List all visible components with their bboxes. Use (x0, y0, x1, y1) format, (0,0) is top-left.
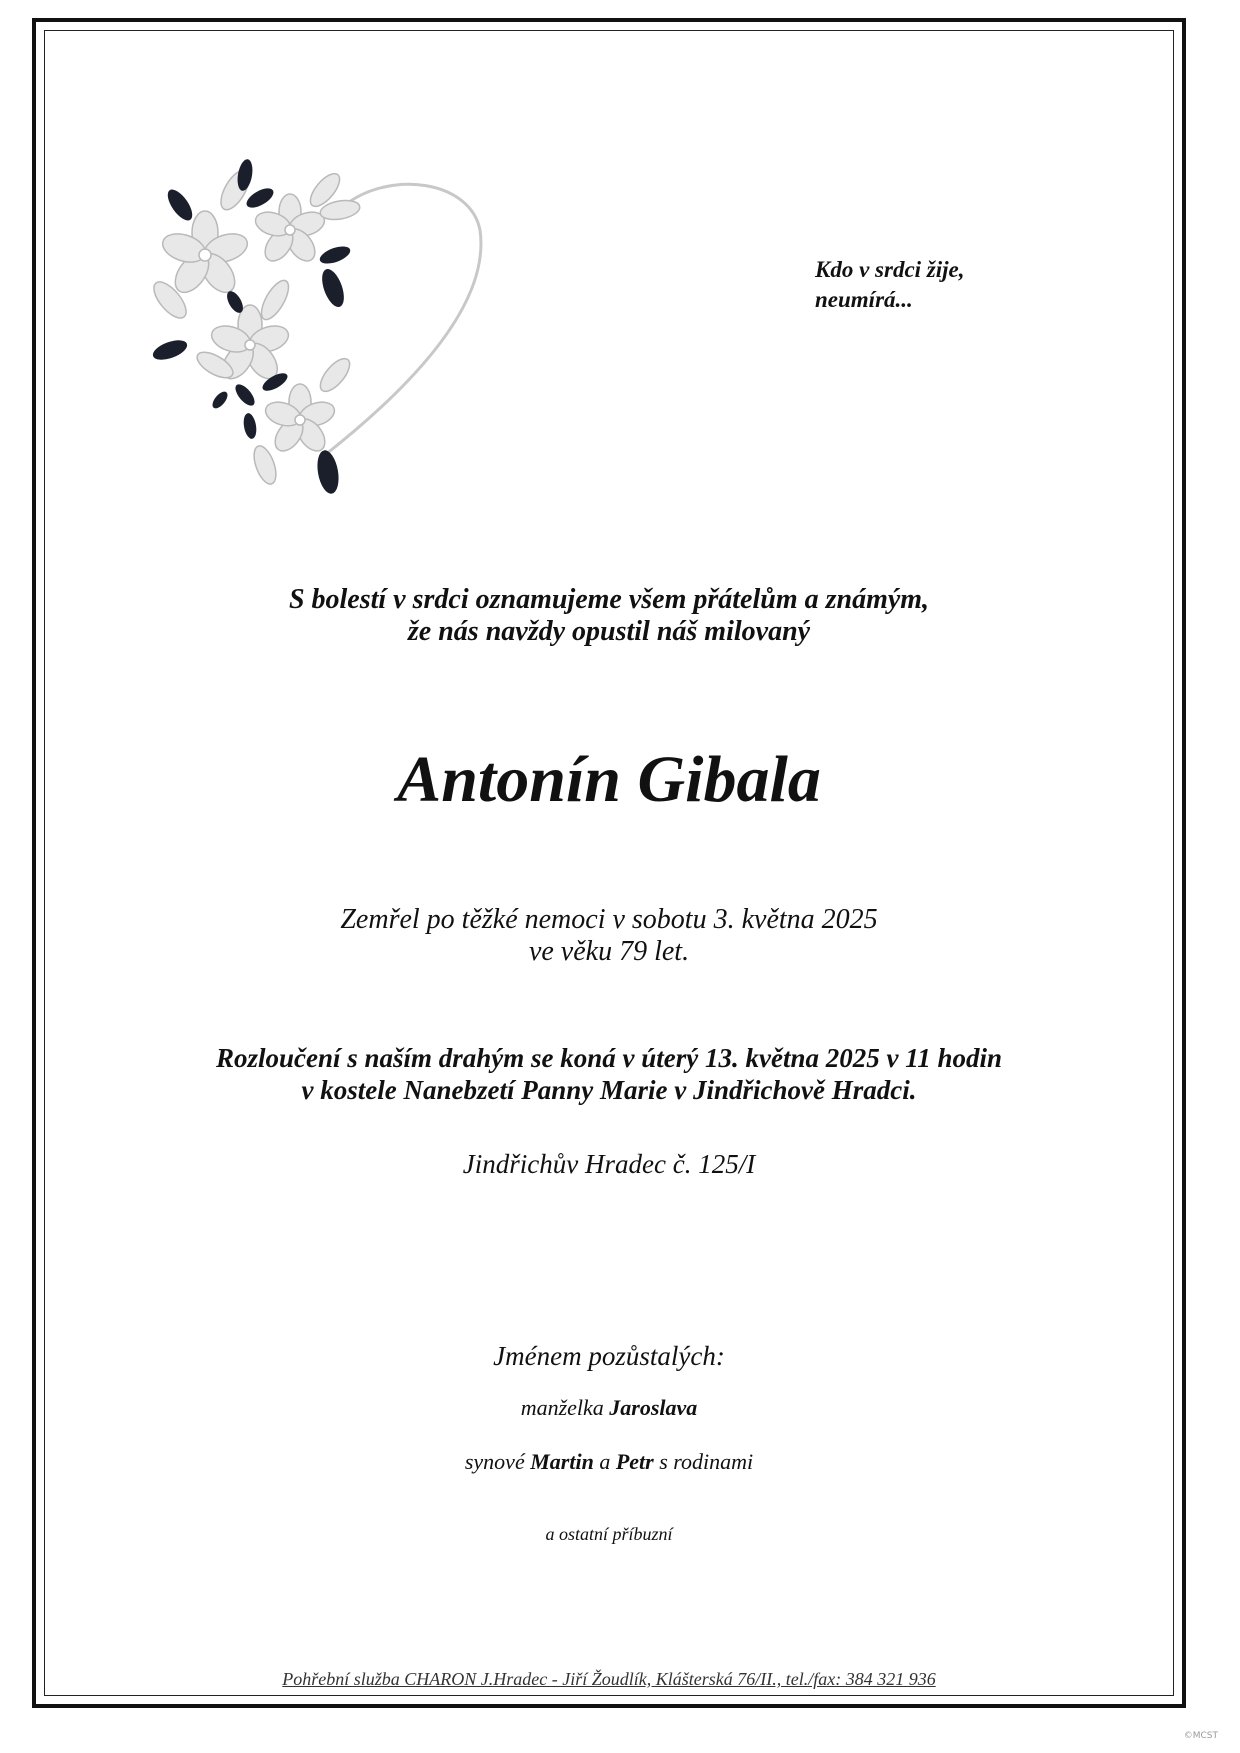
sons-suffix: s rodinami (659, 1449, 754, 1474)
floral-heart-ornament (140, 150, 500, 510)
other-relatives: a ostatní příbuzní (545, 1524, 673, 1544)
announcement-intro (44, 584, 1174, 648)
motto-line-1: Kdo v srdci žije, (815, 257, 965, 282)
wife-name: Jaroslava (609, 1395, 698, 1420)
sons-conjunction: a (599, 1449, 611, 1474)
death-notice (44, 904, 1174, 968)
farewell-line-2: v kostele Nanebzetí Panny Marie v Jindřichově Hradci. (301, 1075, 917, 1105)
deceased-name: Antonín Gibala (397, 743, 821, 816)
mourners-heading: Jménem pozůstalých: (493, 1341, 725, 1371)
death-notice-line-2: ve věku 79 let. (528, 936, 690, 967)
intro-line-2: že nás navždy opustil náš milovaný (407, 616, 811, 647)
motto-quote (815, 255, 1035, 315)
death-notice-line-1: Zemřel po těžké nemoci v sobotu 3. května 2025 (340, 904, 878, 935)
sons-prefix: synové (464, 1449, 525, 1474)
watermark: ©MCST (1183, 1731, 1218, 1741)
farewell-ceremony (44, 1042, 1174, 1106)
mourner-wife (44, 1394, 1174, 1422)
son-name-2: Petr (615, 1449, 654, 1474)
funeral-service-footer: Pohřební služba CHARON J.Hradec - Jiří Žoudlík, Klášterská 76/II., tel./fax: 384 321 936 (282, 1669, 936, 1689)
home-address: Jindřichův Hradec č. 125/I (462, 1149, 756, 1179)
intro-line-1: S bolestí v srdci oznamujeme všem přátelům a známým, (288, 584, 930, 615)
farewell-line-1: Rozloučení s naším drahým se koná v úterý 13. května 2025 v 11 hodin (215, 1043, 1003, 1073)
wife-prefix: manželka (520, 1395, 604, 1420)
motto-line-2: neumírá... (815, 287, 913, 312)
son-name-1: Martin (530, 1449, 594, 1474)
mourner-sons (44, 1448, 1174, 1476)
